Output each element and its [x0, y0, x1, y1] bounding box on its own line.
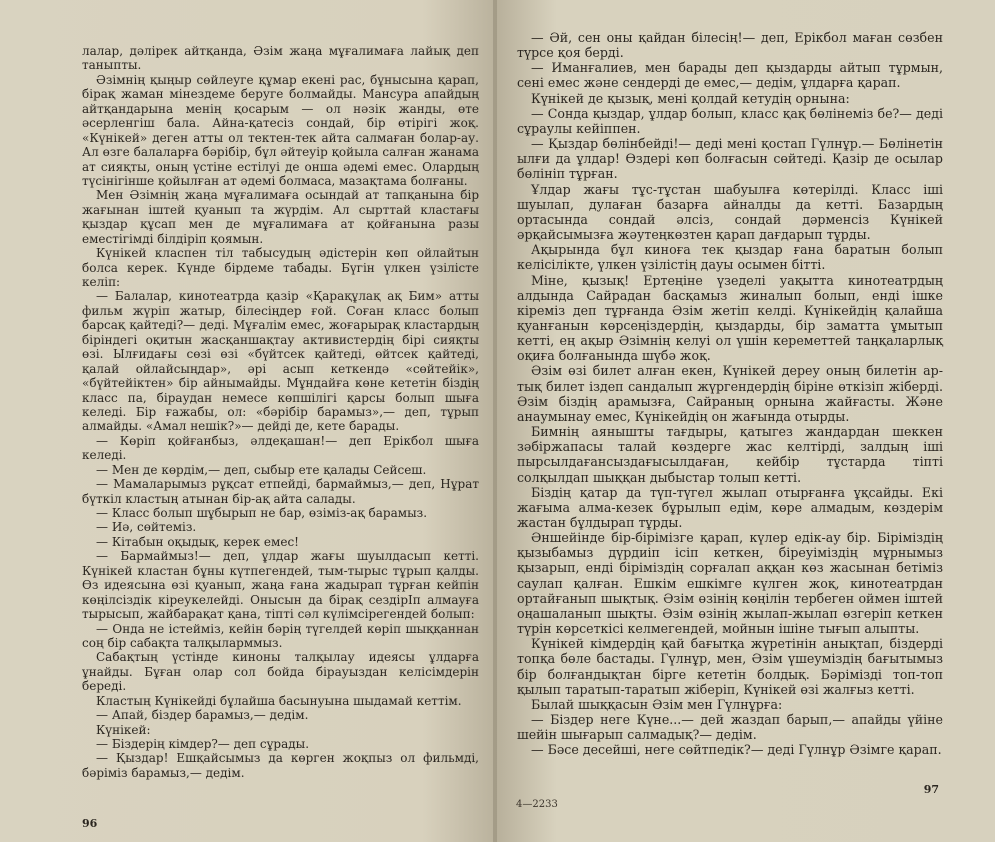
paragraph: Ұлдар жағы тұс-тұстан шабуылға көтерілді. Класс іші шуылап, дулаған базарға айналды да кетті. Базардың ортасында сондай әлсіз, сондай дәрменсіз Күнікей әрқайсымызға жәутеңкөзтен қарап дағдарып тұрды. — [517, 181, 943, 243]
paragraph: Ақырында бұл киноға тек қыздар ғана баратын болып келісілікте, үлкен үзілістің дауы осымен бітті. — [517, 242, 943, 273]
right-page-number: 97 — [923, 783, 939, 796]
paragraph: — Қыздар бөлінбейді!— деді мені қостап Гүлнұр.— Бөлінетін ылғи да ұлдар! Өздері көп болғасын сөйтеді. Қазір де осылар бөлініп тұрған. — [517, 136, 943, 182]
paragraph: Былай шыққасын Әзім мен Гүлнұрға: — [531, 696, 783, 712]
paragraph: Күнікей кімдердің қай бағытқа жүретінін анықтап, біздерді топқа бөле бастады. Гүлнұр, мен, Әзім үшеуміздің бағытымыз бір болғандықтан бірге кететін болдық. Бәрімізді топ-топ қылып таратып-таратып жіберіп, Күнікей өзі жалғыз кетті. — [517, 636, 943, 697]
paragraph: Әзімнің қыңыр сөйлеуге құмар екені рас, бұнысына қарап, бірақ жаман мінездеме беруге болмайды. Мансура апайдың айтқандарына менің қосарым — ол нәзік жанды, өте әсерленгіш бала. Айна-қатесіз сондай, бір өтірігі жоқ. «Күнікей» деген атты ол тектен-тек айта салмаған болар-ау. Ал өзге балаларға бәрібір, бұл әйтеуір қойыла салған жанама ат сияқты, оның үстіне естілуі де онша әдемі емес. Олардың түсінігінше қойылған ат әдемі болмаса, мазақтама болғаны. — [82, 72, 479, 188]
printer-signature: 4—2233 — [516, 799, 558, 810]
paragraph: Міне, қызық! Ертеңіне үзеделі уақытта кинотеатрдың алдында Сайрадан басқамыз жиналып болып, енді ішке кіреміз деп тұрғанда Әзім жетіп келді. Күнікейдің қалайша қуанғанын көрсеңіздердің, қыздарды, бір заматта ұмытып кетті, ең ақыр Әзімнің келуі ол үшін кереметтей таңқаларлық оқиға болғанында шүбә жоқ. — [517, 272, 943, 364]
paragraph: — Иә, сөйтеміз. — [96, 520, 197, 535]
paragraph: — Кітабын оқыдық, керек емес! — [96, 534, 299, 549]
left-page-number: 96 — [82, 817, 98, 830]
paragraph: — Иманғалиев, мен барады деп қыздарды айтып тұрмын, сені емес және сендерді де емес,— дедім, ұлдарға қарап. — [517, 60, 943, 91]
paragraph: Әншейінде бір-бірімізге қарап, күлер едік-ау бір. Біріміздің қызыбамыз дүрдиіп ісіп кеткен, біреуіміздің мұрнымыз қызарып, енді біріміздің сорғалап аққан көз жасынан бетіміз саулап қалған. Ешкім ешкімге күлген жоқ, кинотеатрдан ортайғанып шықтық. Әзім өзінің көңілін тербеген оймен іштей оңашаланып шықты. Әзім өзінің жылап-жылап өзгеріп кеткен түрін көрсеткісі келмегендей, мойнын ішіне тығып алыпты. — [517, 530, 943, 637]
right-page-text — [517, 30, 943, 758]
paragraph: — Класс болып шұбырып не бар, өзіміз-ақ барамыз. — [96, 506, 428, 520]
paragraph: Күнікей де қызық, мені қолдай кетудің орнына: — [531, 90, 850, 106]
paragraph: Күнікей класпен тіл табысудың әдістерін көп ойлайтын болса керек. Күнде бірдеме табады. Бүгін үлкен үзілісте келіп: — [82, 246, 479, 289]
paragraph: Әзім өзі билет алған екен, Күнікей дереу оның билетін ар-тық билет іздеп сандалып жүргендердің біріне өткізіп жіберді. Әзім біздің арамызға, Сайраның орнына жайғасты. Және анаумынау емес, Күнікейдің он жағында отырды. — [517, 363, 943, 424]
paragraph: — Мамаларымыз рұқсат етпейді, бармаймыз,— деп, Нұрат бүткіл кластың атынан бір-ақ айта салады. — [82, 477, 479, 506]
left-page-text — [82, 44, 479, 780]
paragraph: — Көріп қойғанбыз, әлдеқашан!— деп Ерікбол шыға келеді. — [82, 433, 479, 463]
paragraph: Кластың Күнікейді бұлайша басынуына шыдамай кеттім. — [96, 693, 462, 708]
paragraph: — Балалар, кинотеатрда қазір «Қарақұлақ ақ Бим» атты фильм жүріп жатыр, білесіңдер ғой. Соған класс болып барсақ қайтеді?— деді. Мұғалім емес, жоғарырақ кластардың біріндегі оқитын жасқаншақтау активистердің бірі сияқты өзі. Ылғидағы сөзі өзі «бүйтсек қайтеді, өйтсек қайтеді, қалай ойлайсыңдар», әрі асып кеткендә «сөйтейік», «бүйтейіктен» бір айнымайды. Мұндайға көне кететін біздің класс па, біраудан немесе көпшілігі қарсы болып шыға келеді. Бір ғажабы, ол: «бәрібір барамыз»,— деп, тұрып алмайды. «Амал нешік?»— дейді де, кете барады. — [82, 289, 479, 434]
paragraph: — Бармаймыз!— деп, ұлдар жағы шуылдасып кетті. Күнікей кластан бұны күтпегендей, тым-тырыс тұрып қалды. Өз идеясына өзі қуанып, жаңа ғана жадырап тұрған кейпін көңілсіздік кіреукелейді. Онысын да бірақ сездірІп алмауға тырысып, жайбарақат қана, тіпті сәл күлімсірегендей болып: — [82, 549, 479, 622]
paragraph: — Біздер неге Күне...— дей жаздап барып,— апайды үйіне шейін шығарып салмадық?— дедім. — [517, 712, 943, 743]
paragraph: — Сонда қыздар, ұлдар болып, класс қақ бөлінеміз бе?— деді сұраулы кейіппен. — [517, 105, 943, 136]
paragraph: — Онда не істейміз, кейін бәрің түгелдей көріп шыққаннан соң бір сабақта талқыларммыз. — [82, 621, 479, 650]
paragraph: лалар, дәлірек айтқанда, Әзім жаңа мұғалимаға лайық деп таныпты. — [82, 44, 479, 73]
paragraph: — Мен де көрдім,— деп, сыбыр ете қалады Сейсеш. — [96, 462, 427, 477]
right-page — [497, 0, 995, 842]
paragraph: Біздің қатар да түп-түгел жылап отырғанға ұқсайды. Екі жағыма алма-кезек бұрылып едім, көре алмадым, көздерім жастан бұлдырап тұрды. — [517, 484, 943, 530]
paragraph: Мен Әзімнің жаңа мұғалимаға осындай ат тапқанына бір жағынан іштей қуанып та жүрдім. Ал сырттай кластағы қыздар құсап мен де мұғалимаға ат қойғанына разы еместігімді білдіріп қоямын. — [82, 188, 479, 246]
paragraph: — Қыздар! Ешқайсымыз да көрген жоқпыз ол фильмді, бәріміз барамыз,— дедім. — [82, 751, 479, 780]
paragraph: — Бәсе десейші, неге сөйтпедік?— деді Гүлнұр Әзімге қарап. — [531, 742, 942, 758]
paragraph: Бимнің аянышты тағдыры, қатыгез жандардан шеккен зәбіржапасы талай көздерге жас келтірді, залдың іші пырсылдағансыздағысылдаған, кейбір тұстарда тіпті солқылдап шыққан дыбыстар толып кетті. — [517, 424, 943, 485]
paragraph: — Апай, біздер барамыз,— дедім. — [96, 708, 309, 723]
paragraph: — Біздерің кімдер?— деп сұрады. — [96, 737, 310, 751]
left-page — [0, 0, 497, 842]
paragraph: — Әй, сен оны қайдан білесің!— деп, Ерікбол маған сөзбен түрсе қоя берді. — [517, 30, 943, 61]
paragraph: Күнікей: — [96, 722, 151, 737]
paragraph: Сабақтың үстінде киноны талқылау идеясы ұлдарға ұнайды. Бұған олар сол бойда бірауыздан келісімдерін береді. — [82, 650, 479, 694]
